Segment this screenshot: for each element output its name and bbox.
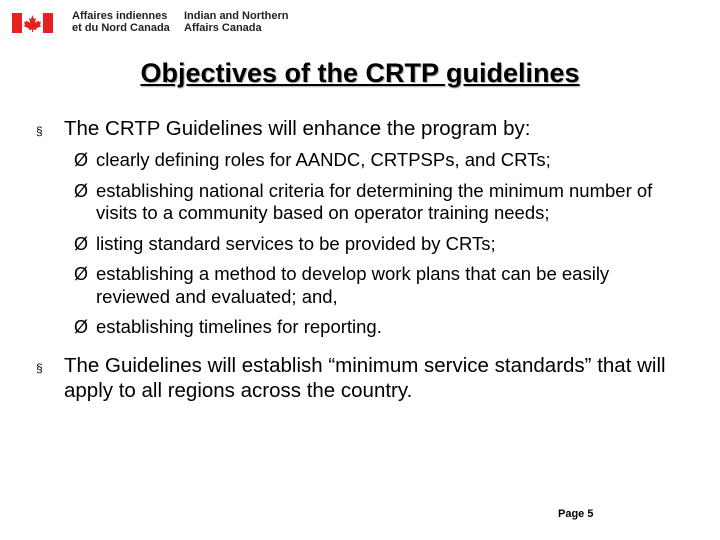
- page-number: Page 5: [558, 508, 594, 520]
- bullet-marker: §: [36, 360, 43, 375]
- arrow-bullet-icon: Ø: [74, 317, 89, 337]
- slide-title: Objectives of the CRTP guidelines: [140, 58, 580, 88]
- header-bar: [0, 0, 720, 40]
- arrow-bullet-icon: Ø: [74, 264, 89, 284]
- sub-bullet-1: [74, 149, 676, 172]
- arrow-bullet-icon: Ø: [74, 233, 89, 254]
- bullet-text: The Guidelines will establish “minimum service standards” that will apply to all regions across the country.: [64, 353, 666, 402]
- arrow-bullet-icon: Ø: [74, 150, 89, 170]
- sub-bullet-text: establishing a method to develop work plans that can be easily reviewed and evaluated; and,: [96, 263, 610, 307]
- sub-bullet-text: establishing timelines for reporting.: [96, 316, 382, 337]
- sub-bullet-4: [74, 263, 676, 308]
- department-name-french: [72, 10, 170, 34]
- dept-fr-line2: et du Nord Canada: [72, 22, 170, 34]
- bullet-marker: §: [36, 124, 43, 138]
- sub-bullet-text: listing standard services to be provided by CRTs;: [96, 232, 496, 254]
- department-name-english: [184, 10, 289, 34]
- slide-content: [36, 116, 706, 403]
- bullet-2: [36, 353, 706, 403]
- bullet-text: The CRTP Guidelines will enhance the program by:: [64, 117, 531, 140]
- sub-bullet-3: [74, 233, 676, 256]
- sub-bullet-2: [74, 180, 676, 225]
- dept-fr-line1: Affaires indiennes: [72, 10, 168, 22]
- sub-bullet-text: establishing national criteria for determining the minimum number of visits to a community based on operator training needs;: [96, 179, 653, 223]
- dept-en-line1: Indian and Northern: [184, 10, 289, 22]
- canada-flag-icon: [12, 13, 53, 33]
- dept-en-line2: Affairs Canada: [184, 22, 262, 34]
- sub-bullet-list: [36, 149, 706, 339]
- sub-bullet-5: [74, 316, 676, 339]
- arrow-bullet-icon: Ø: [74, 180, 89, 201]
- sub-bullet-text: clearly defining roles for AANDC, CRTPSPs, and CRTs;: [96, 149, 551, 170]
- bullet-1: [36, 116, 706, 141]
